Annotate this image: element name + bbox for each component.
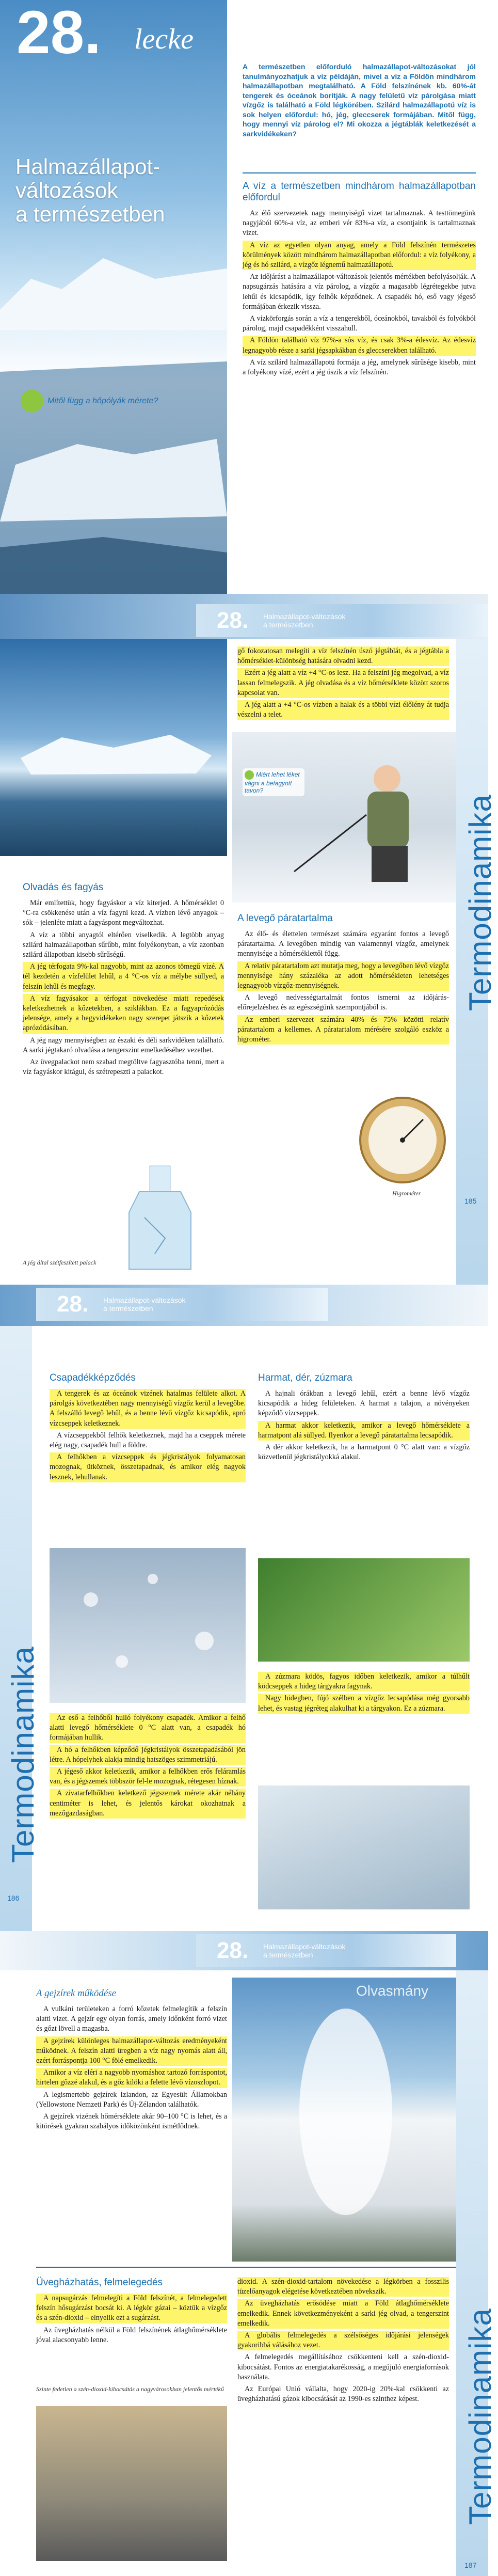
hygrometer-caption: Higrométer xyxy=(392,1190,421,1197)
geyser-title: A gejzírek működése xyxy=(36,1988,117,1999)
header-lesson-number: 28. xyxy=(57,1291,89,1317)
page-title xyxy=(15,155,165,226)
precipitation-section: Csapadékképződés A tengerek és az óceánok vizének hatalmas felülete alkot. A párolgás következtében nagy mennyiségű vízgőz kerül a levegőbe. A felszálló levegő lehűl, és a benne lévő vízgőz kicsapódik, apró vízcseppek keletkeznek. A vízcseppekből felhők keletkeznek, majd ha a cseppek mérete elég nagy, csapadék hull a földre. A felhőkben a vízcseppek és jégkristályok folyamatosan mozognak, ütköznek, összetapadnak, és amikor elég nagyok lesznek, lehullanak. xyxy=(50,1372,246,1484)
question-bubble: Mitől függ a hőpólyák mérete? xyxy=(21,390,217,413)
ice-fishing-photo xyxy=(232,732,456,903)
header-lesson-number: 28. xyxy=(217,1938,249,1963)
cracked-bottle-photo xyxy=(103,1156,227,1279)
title-line-3: a természetben xyxy=(15,202,165,226)
dew-section: Harmat, dér, zúzmara A hajnali órákban a levegő lehűl, ezért a benne lévő vízgőz kicsapódik a hideg felületeken. A harmat a talajon, a növényeken képződő vízcseppek. A harmat akkor keletkezik, amikor a levegő hőmérséklete a harmatpont alá süllyed. Ilyenkor a levegő páratartalma lecsapódik. A dér akkor keletkezik, ha a harmatpont 0 °C alatt van: a vízgőz közvetlenül jégkristályokká alakul. xyxy=(258,1372,470,1462)
humidity-title: A levegő páratartalma xyxy=(237,913,333,924)
reading-label: Olvasmány xyxy=(356,1983,429,1999)
iceberg-graphic xyxy=(0,0,227,639)
rain-graphic xyxy=(50,1548,246,1703)
header-title: Halmazállapot-változások a természetben xyxy=(263,1942,346,1959)
intro-divider xyxy=(243,172,476,173)
floating-ice-graphic xyxy=(0,639,227,856)
section1: A víz a természetben mindhárom halmazállapotban előfordul Az élő szervezetek nagy mennyiségű vizet tartalmaznak. A testtömegünk nagyjából 60%-a víz, az emberi vér 83%-a víz, a csontjaink is tartalmaznak vizet. A víz az egyetlen olyan anyag, amely a Föld felszínén természetes körülmények között mindhárom halmazállapotban előfordul: a víz folyékony, a jég és hó szilárd, a vízgőz légnemű halmazállapotú. Az időjárást a halmazállapot-változások jelentős mértékben befolyásolják. A napsugárzás hatására a víz párolog, a vízgőz a magasabb légrétegekbe jutva lehűl és kicsapódik, így felhők képződnek. A csapadék hó, eső vagy jégeső formájában érkezik vissza. A vízkörforgás során a víz a tengerekből, óceánokból, tavakból és folyókból párolog, majd csapadékként visszahull. A Földön található víz 97%-a sós víz, és csak 3%-a édesvíz. Az édesvíz legnagyobb része a sarki jégsapkákban és gleccserekben található. A víz szilárd halmazállapotú formája a jég, amelynek sűrűsége kisebb, mint a folyékony vízé, ezért a jég úszik a víz felszínén. xyxy=(243,181,476,377)
precipitation-title: Csapadékképződés xyxy=(50,1372,136,1383)
dew-drops-photo xyxy=(258,1558,470,1662)
greenhouse-title: Üvegházhatás, felmelegedés xyxy=(36,2277,163,2288)
city-caption: Szinte fedetlen a szén-dioxid-kibocsátás a nagyvárosokban jelentős mértékű xyxy=(36,2385,224,2393)
page-number: 185 xyxy=(464,1197,477,1205)
header-title: Halmazállapot-változások a természetben xyxy=(263,612,346,629)
dew-title: Harmat, dér, zúzmara xyxy=(258,1372,352,1383)
title-line-1: Halmazállapot- xyxy=(15,154,160,179)
steam-graphic xyxy=(232,1978,456,2262)
frost-photo xyxy=(258,1785,470,1909)
intro-text: A természetben előforduló halmazállapot-változásokat jól tanulmányozhatjuk a víz példáján, mivel a víz a Földön mindhárom halmazállapotban megtalálható. A Föld felszínének kb. 60%-át tengerek és óceánok borítják. A nagy felületű víz párolgása miatt vízgőz is található a Föld légkörében. Szilárd halmazállapotú víz is sok helyen előfordul: hó, jég, gleccserek formájában. Mitől függ, hogy mennyi víz párolog el? Mi okozza a jégtáblák keletkezését a sarkvidékeken? xyxy=(243,62,476,138)
fisherman-graphic xyxy=(232,732,456,903)
page-186 xyxy=(0,1285,488,1931)
humidity-section: A levegő páratartalma Az élő- és élettelen természet számára egyaránt fontos a levegő páratartalma. A levegőben mindig van valamennyi vízgőz, amelynek mennyisége a hőmérséklettől függ. A relatív páratartalom azt mutatja meg, hogy a levegőben lévő vízgőz mennyisége hány százaléka az adott hőmérsékleten lehetséges legnagyobb vízgőz-mennyiségnek. A levegő nedvességtartalmát fontos ismerni az időjárás-előrejelzéshez és az egészségünk szempontjából is. Az emberi szervezet számára 40% és 75% közötti relatív páratartalom a kellemes. A páratartalom mérésére szolgáló eszköz a higrométer. xyxy=(237,913,449,1047)
page-185 xyxy=(0,639,497,1285)
side-label: Termodinamika xyxy=(6,1646,40,1863)
question-icon xyxy=(21,390,43,413)
freezing-section: Olvadás és fagyás Már említettük, hogy fagyáskor a víz kiterjed. A hőmérséklet 0 °C-ra csökkenése után a víz fagyni kezd. A vízben lévő anyagok – sók – jelenléte miatt a fagyáspont megváltozhat. A víz a többi anyagtól eltérően viselkedik. A legtöbb anyag szilárd halmazállapotban sűrűbb, mint folyékonyban, a víz azonban szilárd állapotban kisebb sűrűségű. A jég térfogata 9%-kal nagyobb, mint az azonos tömegű vízé. A tél kezdetén a vízfelület lehűl, a 4 °C-os víz a mélybe süllyed, a felszín lehűl és megfagy. A víz fagyásakor a térfogat növekedése miatt repedések keletkezhetnek a kőzetekben, a sziklákban. Ez a fagyaprózódás jelensége, amely a hegyvidékeken nagy szerepet játszik a kőzetek aprózódásában. A jég nagy mennyiségben az északi és déli sarkvidéken található. A sarki jégtakaró olvadása a tengerszint emelkedéséhez vezethet. Az üvegpalackot nem szabad megtöltve fagyasztóba tenni, mert a víz fagyáskor kitágul, és szétrepeszti a palackot. xyxy=(23,882,224,1077)
question-icon xyxy=(245,770,254,780)
header-lesson-number: 28. xyxy=(217,608,249,633)
hygrometer-photo xyxy=(356,1094,449,1187)
raindrops-photo xyxy=(50,1548,246,1703)
iceberg-photo xyxy=(0,639,227,856)
dew-section-2: A zúzmara ködös, fagyos időben keletkezik, amikor a túlhűlt ködcseppek a hideg tárgyakra fagynak. Nagy hidegben, fújó szélben a vízgőz lecsapódása még gyorsabb lehet, és vastag jégréteg alakulhat ki a tárgyakon. Ez a zúzmara. xyxy=(258,1672,470,1716)
section-divider xyxy=(36,2267,456,2268)
side-label: Termodinamika xyxy=(463,2308,497,2525)
question-bubble: Miért lehet léket vágni a befagyott tavon? xyxy=(243,768,304,796)
section1-title: A víz a természetben mindhárom halmazállapotban előfordul xyxy=(243,181,476,203)
arctic-photo xyxy=(0,0,227,639)
geyser-section: A gejzírek működése A vulkáni területeken a forró kőzetek felmelegítik a felszín alatti vizet. A gejzír egy olyan forrás, amely időnként forró vizet és gőzt lövell a magasba. A gejzírek különleges halmazállapot-változás eredményeként működnek. A felszín alatti üregben a víz nagy nyomás alatt áll, ezért forráspontja 100 °C fölé emelkedik. Amikor a víz eléri a nagyobb nyomáshoz tartozó forráspontot, hirtelen gőzzé alakul, és a gőz kilöki a felette lévő vízoszlopot. A legismertebb gejzírek Izlandon, az Egyesült Államokban (Yellowstone Nemzeti Park) és Új-Zélandon találhatók. A gejzírek vizének hőmérséklete akár 90–100 °C is lehet, és a kitörések gyakran szabályos időközönként ismétlődnek. xyxy=(36,1988,227,2131)
greenhouse-section-2: dioxid. A szén-dioxid-tartalom növekedése a légkörben a fosszilis tüzelőanyagok elégetése következtében növekszik. Az üvegházhatás erősödése miatt a Föld átlaghőmérséklete emelkedik. Ennek következményeként a sarki jég olvad, a tengerszint emelkedik. A globális felmelegedés a szélsőséges időjárási jelenségek gyakoribbá válásához vezet. A felmelegedés megállításához csökkenteni kell a szén-dioxid-kibocsátást. Fontos az energiatakarékosság, a megújuló energiaforrások használata. Az Európai Unió vállalta, hogy 2020-ig 20%-kal csökkenti az üvegházhatású gázok kibocsátását az 1990-es szinthez képest. xyxy=(237,2278,449,2404)
bottle-caption: A jég által szétfeszített palack xyxy=(23,1259,97,1266)
freezing-title: Olvadás és fagyás xyxy=(23,882,104,893)
page-187 xyxy=(0,1931,497,2576)
title-line-2: változások xyxy=(15,178,118,202)
lesson-number: 28. xyxy=(17,0,102,67)
hygrometer-icon xyxy=(356,1094,449,1187)
header-title: Halmazállapot-változások a természetben xyxy=(103,1296,186,1313)
precipitation-section-2: Az eső a felhőből hulló folyékony csapadék. Amikor a felhő alatti levegő hőmérséklete 0 °C alatt van, a csapadék hó formájában hullik. A hó a felhőkben képződő jégkristályok összetapadásából jön létre. A hópelyhek alakja mindig hatszöges szimmetriájú. A jégeső akkor keletkezik, amikor a felhőkben erős feláramlás van, és a jégszemek többször fel-le mozognak, rétegesen híznak. A zivatarfelhőkben keletkező jégszemek mérete akár néhány centiméter is lehet, és jelentős károkat okozhatnak a mezőgazdaságban. xyxy=(50,1713,246,1821)
page-184 xyxy=(0,0,488,639)
page-number: 187 xyxy=(464,2561,477,2569)
top-text: gő fokozatosan melegíti a víz felszínén úszó jégtáblát, és a jégtábla a hőmérséklet-különbség hatására olvadni kezd. Ezért a jég alatt a víz +4 °C-os lesz. Ha a felszíni jég megolvad, a víz lassan felmelegszik. A jég olvadása és a víz hőmérséklete között szoros kapcsolat van. A jég alatt a +4 °C-os vízben a halak és a többi vízi élőlény át tudja vészelni a telet. xyxy=(237,646,449,722)
geyser-photo xyxy=(232,1978,456,2262)
greenhouse-section: Üvegházhatás, felmelegedés A napsugárzás felmelegíti a Föld felszínét, a felmelegedett felszín hősugárzást bocsát ki. A légkör gázai – köztük a vízgőz és a szén-dioxid – elnyelik ezt a sugárzást. Az üvegházhatás nélkül a Föld felszínének átlaghőmérséklete jóval alacsonyabb lenne. xyxy=(36,2277,227,2344)
city-smog-photo xyxy=(36,2406,227,2561)
page-number: 186 xyxy=(7,1894,20,1902)
side-label: Termodinamika xyxy=(463,794,497,1011)
bottle-graphic xyxy=(103,1156,227,1279)
lesson-word: lecke xyxy=(134,23,194,55)
